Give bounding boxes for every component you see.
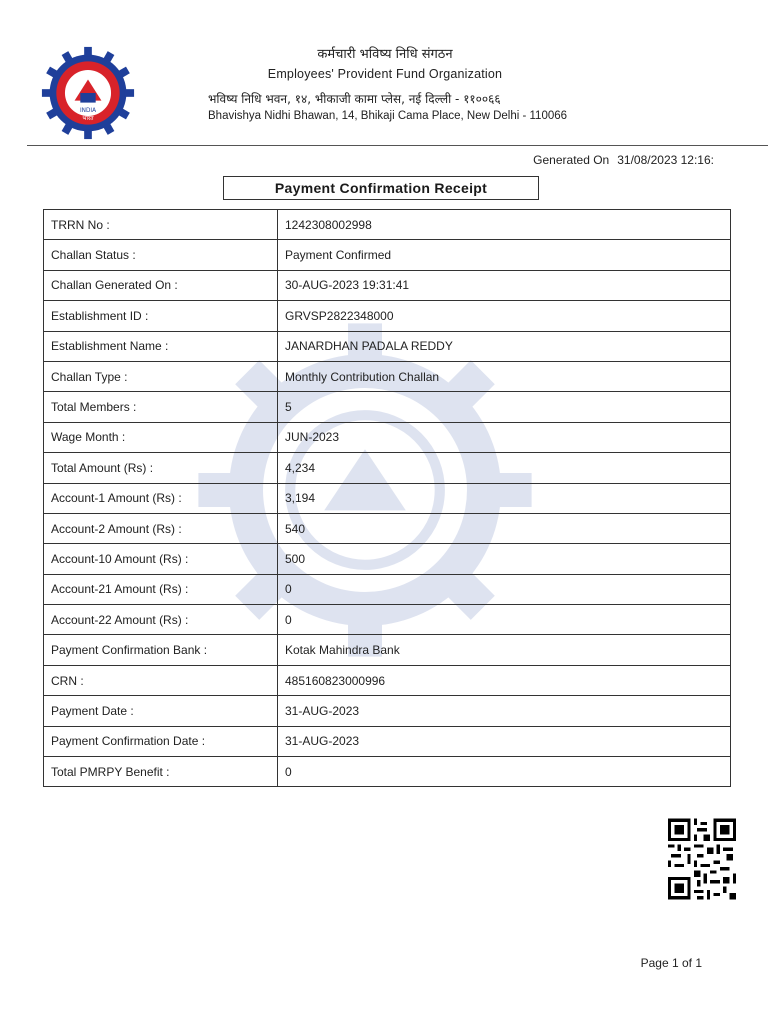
row-label: TRRN No : bbox=[44, 210, 278, 240]
row-value: JANARDHAN PADALA REDDY bbox=[278, 331, 731, 361]
organization-heading bbox=[170, 46, 600, 84]
row-value: 0 bbox=[278, 605, 731, 635]
row-value: 1242308002998 bbox=[278, 210, 731, 240]
row-label: Challan Generated On : bbox=[44, 270, 278, 300]
table-row bbox=[44, 453, 731, 483]
table-row bbox=[44, 696, 731, 726]
table-row bbox=[44, 331, 731, 361]
table-row bbox=[44, 392, 731, 422]
page-number: Page 1 of 1 bbox=[640, 956, 702, 970]
row-value: 31-AUG-2023 bbox=[278, 696, 731, 726]
row-label: Total Amount (Rs) : bbox=[44, 453, 278, 483]
table-row bbox=[44, 422, 731, 452]
generated-on bbox=[525, 153, 714, 167]
row-label: Account-2 Amount (Rs) : bbox=[44, 513, 278, 543]
row-label: Account-1 Amount (Rs) : bbox=[44, 483, 278, 513]
row-label: Challan Status : bbox=[44, 240, 278, 270]
row-label: Establishment Name : bbox=[44, 331, 278, 361]
row-label: Total Members : bbox=[44, 392, 278, 422]
generated-on-value: 31/08/2023 12:16: bbox=[617, 153, 714, 167]
row-value: 30-AUG-2023 19:31:41 bbox=[278, 270, 731, 300]
logo-text-india: INDIA bbox=[79, 108, 97, 115]
receipt-title: Payment Confirmation Receipt bbox=[223, 176, 539, 200]
row-value: Monthly Contribution Challan bbox=[278, 361, 731, 391]
row-label: Establishment ID : bbox=[44, 301, 278, 331]
receipt-table bbox=[43, 209, 731, 787]
row-label: Payment Date : bbox=[44, 696, 278, 726]
table-row bbox=[44, 240, 731, 270]
row-label: Account-10 Amount (Rs) : bbox=[44, 544, 278, 574]
generated-on-label: Generated On bbox=[533, 153, 610, 167]
table-row bbox=[44, 635, 731, 665]
row-value: 0 bbox=[278, 757, 731, 787]
org-name-hindi: कर्मचारी भविष्य निधि संगठन bbox=[317, 47, 453, 62]
table-row bbox=[44, 574, 731, 604]
header-divider bbox=[27, 145, 768, 146]
row-label: Account-22 Amount (Rs) : bbox=[44, 605, 278, 635]
org-name-english: Employees' Provident Fund Organization bbox=[267, 67, 503, 81]
table-row bbox=[44, 757, 731, 787]
org-address-hindi: भविष्य निधि भवन, १४, भीकाजी कामा प्लेस, नई दिल्ली - ११००६६ bbox=[208, 92, 501, 106]
row-value: 3,194 bbox=[278, 483, 731, 513]
row-value: 540 bbox=[278, 513, 731, 543]
org-address-english: Bhavishya Nidhi Bhawan, 14, Bhikaji Cama Place, New Delhi - 110066 bbox=[208, 110, 568, 122]
row-label: Challan Type : bbox=[44, 361, 278, 391]
table-row bbox=[44, 665, 731, 695]
row-value: Kotak Mahindra Bank bbox=[278, 635, 731, 665]
table-row bbox=[44, 605, 731, 635]
row-value: JUN-2023 bbox=[278, 422, 731, 452]
row-label: CRN : bbox=[44, 665, 278, 695]
table-row bbox=[44, 513, 731, 543]
row-value: Payment Confirmed bbox=[278, 240, 731, 270]
row-label: Payment Confirmation Bank : bbox=[44, 635, 278, 665]
row-value: 31-AUG-2023 bbox=[278, 726, 731, 756]
table-row bbox=[44, 301, 731, 331]
logo-text-bharat: भारत bbox=[82, 115, 94, 122]
epfo-logo-icon bbox=[40, 45, 136, 141]
row-label: Payment Confirmation Date : bbox=[44, 726, 278, 756]
row-label: Wage Month : bbox=[44, 422, 278, 452]
row-value: GRVSP2822348000 bbox=[278, 301, 731, 331]
row-value: 500 bbox=[278, 544, 731, 574]
row-value: 4,234 bbox=[278, 453, 731, 483]
qr-code-icon bbox=[668, 818, 736, 900]
row-label: Account-21 Amount (Rs) : bbox=[44, 574, 278, 604]
row-value: 5 bbox=[278, 392, 731, 422]
row-value: 485160823000996 bbox=[278, 665, 731, 695]
table-row bbox=[44, 726, 731, 756]
row-value: 0 bbox=[278, 574, 731, 604]
table-row bbox=[44, 544, 731, 574]
table-row bbox=[44, 270, 731, 300]
table-row bbox=[44, 483, 731, 513]
table-row bbox=[44, 210, 731, 240]
row-label: Total PMRPY Benefit : bbox=[44, 757, 278, 787]
table-row bbox=[44, 361, 731, 391]
